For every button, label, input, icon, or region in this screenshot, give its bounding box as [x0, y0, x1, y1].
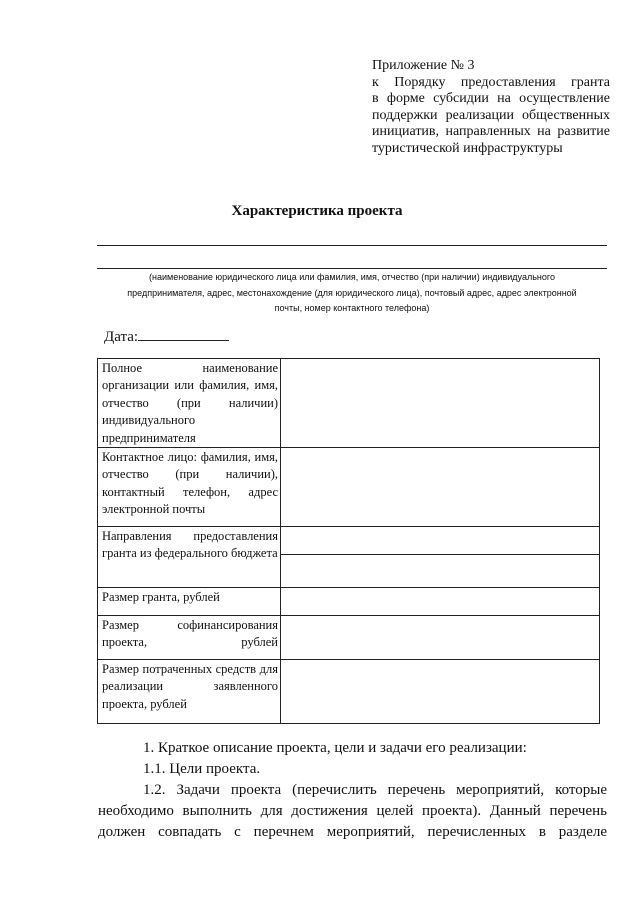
appendix-line: к Порядку предоставления гранта	[372, 74, 610, 90]
appendix-header	[372, 58, 610, 158]
document-title: Характеристика проекта	[231, 203, 403, 219]
applicant-name-line-1[interactable]	[97, 245, 607, 246]
row-value-field-top[interactable]	[281, 527, 599, 555]
applicant-caption	[97, 270, 607, 317]
project-info-table	[97, 358, 600, 724]
caption-line: почты, номер контактного телефона)	[274, 303, 430, 313]
date-field[interactable]	[138, 326, 229, 341]
row-value-cell	[281, 527, 600, 588]
row-label: Направления предоставления гранта из федерального бюджета	[98, 527, 281, 588]
table-row	[98, 359, 600, 448]
table-row	[98, 448, 600, 527]
appendix-line: в форме субсидии на осуществление	[372, 91, 610, 107]
row-value-field[interactable]	[281, 448, 600, 527]
section-1-1-heading: 1.1. Цели проекта.	[143, 761, 261, 777]
table-row	[98, 588, 600, 616]
appendix-line: туристической инфраструктуры	[372, 140, 563, 156]
section-1-2-line: должен совпадать с перечнем мероприятий, перечисленных в разделе	[98, 824, 607, 840]
appendix-line: Приложение № 3	[372, 58, 475, 73]
row-label: Контактное лицо: фамилия, имя, отчество (при наличии), контактный телефон, адрес электронной почты	[98, 448, 281, 527]
row-label: Размер гранта, рублей	[98, 588, 281, 616]
row-value-field[interactable]	[281, 660, 600, 724]
appendix-line: инициатив, направленных на развитие	[372, 124, 610, 140]
row-value-field[interactable]	[281, 588, 600, 616]
caption-line: предпринимателя, адрес, местонахождение (для юридического лица), почтовый адрес, адрес электронной	[127, 287, 577, 298]
table-row	[98, 527, 600, 588]
section-1-heading: 1. Краткое описание проекта, цели и задачи его реализации:	[143, 740, 527, 756]
table-row	[98, 660, 600, 724]
appendix-line: поддержки реализации общественных	[372, 107, 610, 123]
row-value-field[interactable]	[281, 616, 600, 660]
row-label: Размер софинансирования проекта, рублей	[98, 616, 281, 660]
row-label: Размер потраченных средств для реализации заявленного проекта, рублей	[98, 660, 281, 724]
section-1-2-line: 1.2. Задачи проекта (перечислить перечень мероприятий, которые	[143, 782, 607, 798]
date-label: Дата:	[104, 329, 139, 345]
row-label: Полное наименование организации или фамилия, имя, отчество (при наличии) индивидуального предпринимателя	[98, 359, 281, 448]
applicant-name-line-2[interactable]	[97, 268, 607, 269]
section-1-2-line: необходимо выполнить для достижения целей проекта). Данный перечень	[98, 803, 607, 819]
row-value-field[interactable]	[281, 359, 600, 448]
caption-line: (наименование юридического лица или фамилия, имя, отчество (при наличии) индивидуального	[149, 272, 555, 282]
date-row	[104, 326, 229, 346]
table-row	[98, 616, 600, 660]
